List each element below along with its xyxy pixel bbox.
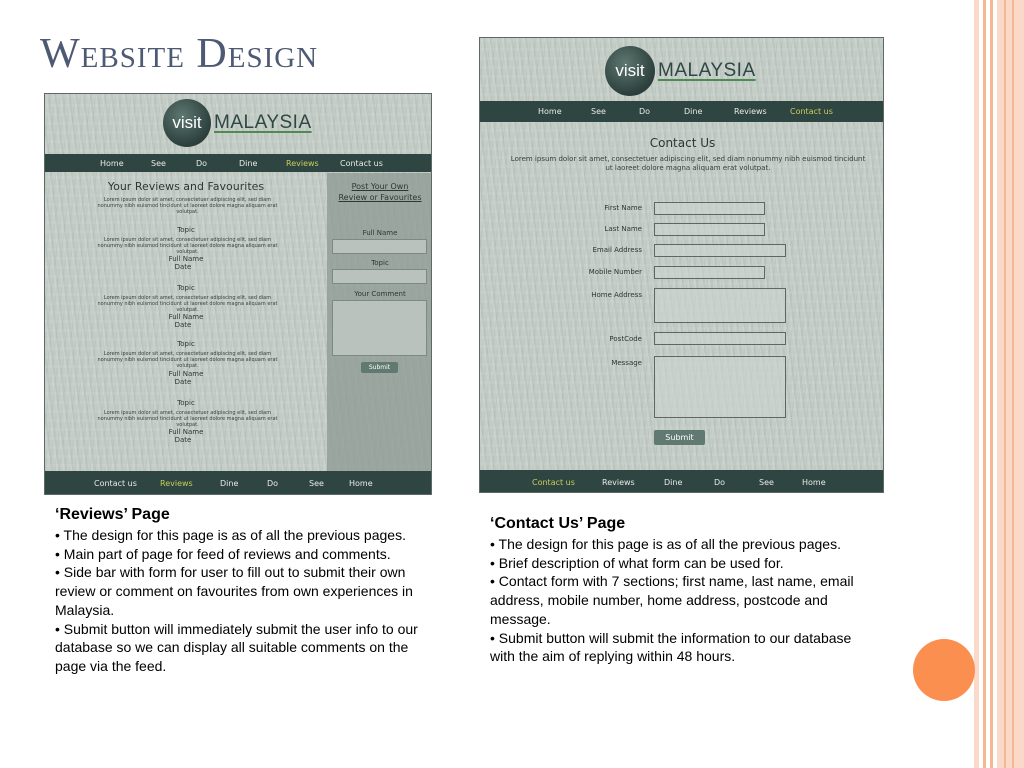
contact-caption-line: • Submit button will submit the information to our database with the aim of replying within 48 hours. — [490, 629, 852, 665]
postcode-input[interactable] — [654, 332, 786, 345]
last-name-input[interactable] — [654, 223, 765, 236]
nav-see[interactable]: See — [151, 158, 166, 168]
reviews-caption-line: • Main part of page for feed of reviews and comments. — [55, 545, 391, 562]
nav-home[interactable]: Home — [100, 158, 124, 168]
comment-textarea[interactable] — [332, 300, 427, 356]
topic-input[interactable] — [332, 269, 427, 284]
reviews-caption-line: • Side bar with form for user to fill out to submit their own review or comment on favourites from own experiences in Malaysia. — [55, 564, 413, 618]
logo-circle: visit — [163, 99, 211, 147]
nav-do[interactable]: Do — [196, 158, 208, 168]
contact-caption-line: • Contact form with 7 sections; first name, last name, email address, mobile number, home address, postcode and message. — [490, 573, 854, 627]
nav-do[interactable]: Do — [639, 107, 651, 116]
decor-stripe — [1004, 0, 1006, 768]
contact-caption-line: • The design for this page is as of all the previous pages. — [490, 536, 841, 552]
review-name: Full Name — [168, 370, 204, 378]
contact-caption-line: • Brief description of what form can be used for. — [490, 554, 784, 571]
first-name-label: First Name — [604, 204, 642, 212]
nav-dine[interactable]: Dine — [220, 479, 239, 488]
post-review-link[interactable]: Post Your Own Review or Favourites — [338, 182, 422, 202]
review-date: Date — [174, 263, 192, 271]
reviews-intro: Lorem ipsum dolor sit amet, consectetuer adipiscing elit, sed diam nonummy nibh euismod tincidunt ut laoreet dolore magna aliquam erat volutpat. — [97, 197, 278, 215]
comment-label: Your Comment — [354, 290, 406, 298]
nav-contact[interactable]: Contact us — [94, 479, 137, 488]
submit-button[interactable]: Submit — [654, 430, 705, 445]
logo-wordmark: MALAYSIA — [658, 60, 756, 81]
bottom-nav — [45, 471, 431, 495]
nav-contact[interactable]: Contact us — [790, 107, 833, 116]
nav-see[interactable]: See — [591, 107, 606, 116]
logo — [163, 99, 312, 147]
review-body: Lorem ipsum dolor sit amet, consectetuer adipiscing elit, sed diam nonummy nibh euismod tincidunt ut laoreet dolore magna aliquam erat volutpat. — [97, 351, 278, 369]
review-topic: Topic — [177, 226, 195, 234]
contact-caption — [490, 515, 870, 666]
review-topic: Topic — [177, 340, 195, 348]
full-name-input[interactable] — [332, 239, 427, 254]
message-label: Message — [611, 359, 642, 367]
logo — [605, 46, 756, 96]
contact-caption-title: ‘Contact Us’ Page — [490, 515, 626, 532]
decor-stripe — [1012, 0, 1014, 768]
postcode-label: PostCode — [609, 335, 642, 343]
decor-stripe — [983, 0, 986, 768]
review-date: Date — [174, 378, 192, 386]
topic-label: Topic — [371, 259, 389, 267]
contact-intro: Lorem ipsum dolor sit amet, consectetuer adipiscing elit, sed diam nonummy nibh euismod tincidunt ut laoreet dolore magna aliquam erat volutpat. — [510, 155, 866, 172]
review-name: Full Name — [168, 255, 204, 263]
nav-home[interactable]: Home — [802, 477, 826, 487]
home-address-input[interactable] — [654, 288, 786, 323]
last-name-label: Last Name — [604, 225, 642, 233]
review-name: Full Name — [168, 428, 204, 436]
reviews-caption — [55, 506, 430, 676]
mobile-input[interactable] — [654, 266, 765, 279]
nav-see[interactable]: See — [309, 479, 324, 488]
reviews-caption-line: • The design for this page is as of all the previous pages. — [55, 527, 406, 543]
reviews-caption-line: • Submit button will immediately submit the user info to our database so we can display all suitable comments on the page via the feed. — [55, 620, 418, 674]
bottom-nav — [480, 470, 883, 493]
review-body: Lorem ipsum dolor sit amet, consectetuer adipiscing elit, sed diam nonummy nibh euismod tincidunt ut laoreet dolore magna aliquam erat volutpat. — [97, 237, 278, 255]
nav-see[interactable]: See — [759, 477, 774, 487]
nav-reviews[interactable]: Reviews — [160, 479, 193, 488]
slide-title: Website Design — [40, 31, 319, 77]
nav-home[interactable]: Home — [349, 479, 373, 488]
top-nav — [480, 101, 883, 122]
nav-dine[interactable]: Dine — [684, 107, 703, 116]
contact-heading: Contact Us — [649, 136, 716, 150]
nav-reviews[interactable]: Reviews — [602, 477, 635, 487]
decor-circle — [913, 639, 975, 701]
review-date: Date — [174, 321, 192, 329]
nav-dine[interactable]: Dine — [664, 477, 683, 487]
nav-reviews[interactable]: Reviews — [286, 158, 319, 168]
reviews-page-mockup — [44, 93, 432, 495]
logo-wordmark: MALAYSIA — [214, 112, 312, 133]
contact-page-mockup — [479, 37, 884, 493]
nav-do[interactable]: Do — [714, 477, 726, 487]
nav-contact[interactable]: Contact us — [532, 477, 575, 487]
first-name-input[interactable] — [654, 202, 765, 215]
nav-dine[interactable]: Dine — [239, 158, 258, 168]
nav-home[interactable]: Home — [538, 107, 562, 116]
nav-reviews[interactable]: Reviews — [734, 107, 767, 116]
nav-contact[interactable]: Contact us — [340, 158, 383, 168]
review-name: Full Name — [168, 313, 204, 321]
message-textarea[interactable] — [654, 356, 786, 418]
full-name-label: Full Name — [362, 229, 398, 237]
decor-stripe — [974, 0, 979, 768]
email-input[interactable] — [654, 244, 786, 257]
review-sidebar — [327, 173, 432, 471]
reviews-caption-title: ‘Reviews’ Page — [55, 506, 170, 523]
top-nav — [45, 154, 431, 172]
review-topic: Topic — [177, 284, 195, 292]
review-date: Date — [174, 436, 192, 444]
review-body: Lorem ipsum dolor sit amet, consectetuer adipiscing elit, sed diam nonummy nibh euismod tincidunt ut laoreet dolore magna aliquam erat volutpat. — [97, 410, 278, 428]
decor-stripe — [990, 0, 993, 768]
email-label: Email Address — [592, 246, 642, 254]
decor-stripe — [997, 0, 1024, 768]
logo-circle: visit — [605, 46, 655, 96]
review-topic: Topic — [177, 399, 195, 407]
review-body: Lorem ipsum dolor sit amet, consectetuer adipiscing elit, sed diam nonummy nibh euismod tincidunt ut laoreet dolore magna aliquam erat volutpat. — [97, 295, 278, 313]
home-address-label: Home Address — [591, 291, 642, 299]
reviews-heading: Your Reviews and Favourites — [107, 180, 265, 193]
mobile-label: Mobile Number — [588, 268, 642, 276]
submit-button[interactable]: Submit — [361, 362, 398, 373]
nav-do[interactable]: Do — [267, 479, 279, 488]
